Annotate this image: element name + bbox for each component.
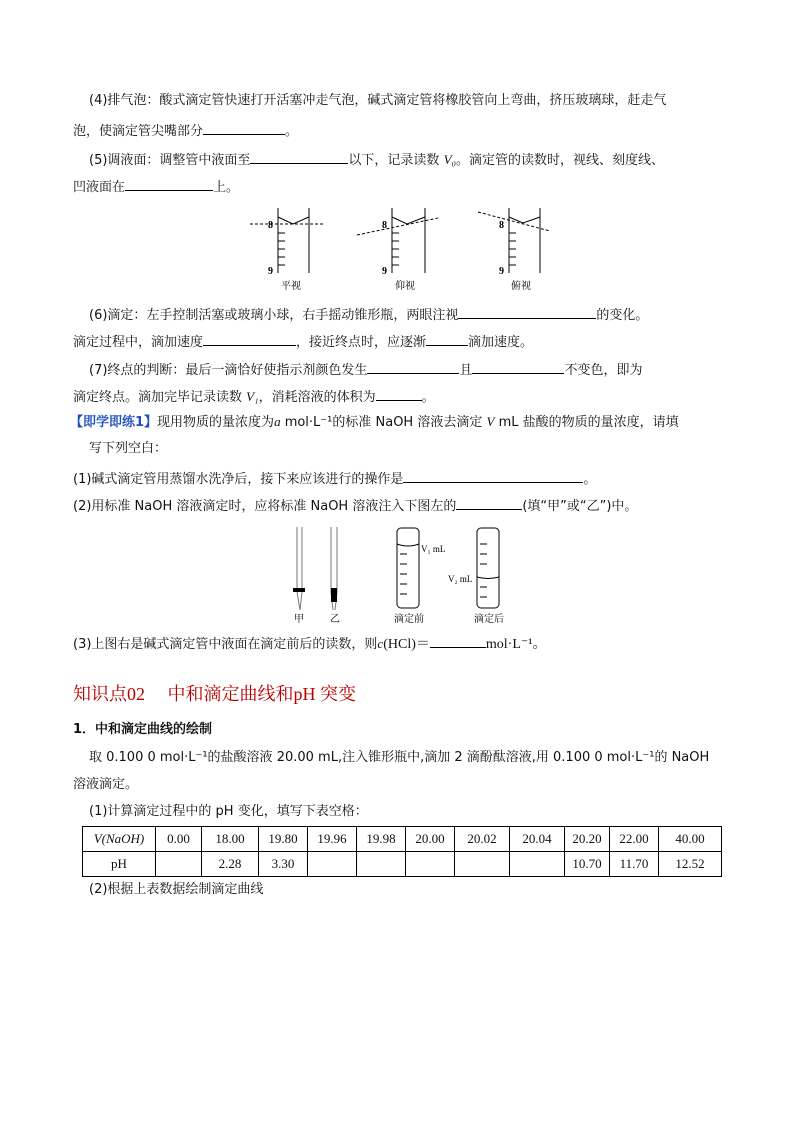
text: 。 xyxy=(421,390,435,405)
p6-line2 xyxy=(73,332,533,352)
cell[interactable] xyxy=(510,852,565,877)
section-subheading: 1．中和滴定曲线的绘制 xyxy=(73,722,213,737)
text: (1)碱式滴定管用蒸馏水洗净后，接下来应该进行的操作是 xyxy=(73,472,404,487)
practice-tag: 【即学即练1】 xyxy=(70,415,158,430)
p5-line1 xyxy=(89,150,664,170)
label-before: 滴定前 xyxy=(394,614,424,625)
text: (填“甲”或“乙”)中。 xyxy=(522,499,638,514)
text: (3)上图右是碱式滴定管中液面在滴定前后的读数，则 xyxy=(73,637,378,652)
cell: 19.98 xyxy=(357,827,406,852)
label-after: 滴定后 xyxy=(474,614,504,625)
tick-9: 9 xyxy=(499,266,504,277)
text: 滴定终点。滴加完毕记录读数 xyxy=(73,390,243,405)
cell: 19.96 xyxy=(308,827,357,852)
tick-9: 9 xyxy=(268,266,273,277)
p4-line1: (4)排气泡：酸式滴定管快速打开活塞冲走气泡，碱式滴定管将橡胶管向上弯曲，挤压玻璃球，赶走气 xyxy=(89,93,667,108)
cell: 0.00 xyxy=(156,827,202,852)
text: 滴定过程中，滴加速度 xyxy=(73,335,204,350)
blank[interactable] xyxy=(472,360,564,374)
cell: 20.20 xyxy=(565,827,610,852)
cell[interactable] xyxy=(455,852,510,877)
text: (2)用标准 NaOH 溶液滴定时，应将标准 NaOH 溶液注入下图左的 xyxy=(73,499,457,514)
text: ，接近终点时，应逐渐 xyxy=(296,335,427,350)
blank[interactable] xyxy=(203,121,285,135)
text: (5)调液面：调整管中液面至 xyxy=(89,153,251,168)
v1-label: V₁ mL xyxy=(421,544,446,554)
text: 不变色，即为 xyxy=(564,363,643,378)
text: 。 xyxy=(285,124,299,139)
text: 。 xyxy=(583,472,597,487)
table-row xyxy=(83,827,722,852)
burette-figure xyxy=(280,522,530,630)
text: 的变化。 xyxy=(596,308,649,323)
cell: 2.28 xyxy=(202,852,259,877)
text: 凹液面在 xyxy=(73,180,126,195)
label-upward: 仰视 xyxy=(395,281,415,292)
tick-8: 8 xyxy=(268,220,273,231)
text: mL 盐酸的物质的量浓度，请填 xyxy=(494,415,679,430)
p4-line2 xyxy=(73,121,298,141)
blank[interactable] xyxy=(250,150,348,164)
header-cell: V(NaOH) xyxy=(83,827,156,852)
section-heading: 知识点02 中和滴定曲线和pH 突变 xyxy=(73,684,356,704)
cell[interactable] xyxy=(357,852,406,877)
cell[interactable] xyxy=(406,852,455,877)
cell: 20.02 xyxy=(455,827,510,852)
cell: 12.52 xyxy=(659,852,722,877)
text: 且 xyxy=(459,363,473,378)
text: 上。 xyxy=(213,180,240,195)
tick-9: 9 xyxy=(382,266,387,277)
blank[interactable] xyxy=(403,469,583,483)
practice-line2: 写下列空白： xyxy=(89,441,168,456)
rubber-tube xyxy=(331,588,337,602)
text: (7)终点的判断：最后一滴恰好使指示剂颜色发生 xyxy=(89,363,368,378)
blank[interactable] xyxy=(458,305,596,319)
cell: 19.80 xyxy=(259,827,308,852)
tick-8: 8 xyxy=(499,220,504,231)
text: ，消耗溶液的体积为 xyxy=(258,390,376,405)
blank[interactable] xyxy=(430,634,486,648)
header-cell: pH xyxy=(83,852,156,877)
text: 滴加速度。 xyxy=(468,335,534,350)
var: c xyxy=(377,636,384,651)
blank[interactable] xyxy=(367,360,459,374)
stopcock xyxy=(293,588,305,592)
section-step-1: (1)计算滴定过程中的 pH 变化，填写下表空格： xyxy=(89,804,368,819)
text: 现用物质的量浓度为 xyxy=(157,415,275,430)
burette-reading-figure xyxy=(245,203,555,295)
var: V₀ xyxy=(443,152,457,167)
ph-table xyxy=(82,826,722,877)
q3 xyxy=(73,634,546,654)
var: a xyxy=(274,414,281,429)
var: V xyxy=(486,414,495,429)
p7-line1 xyxy=(89,360,642,380)
cell: 22.00 xyxy=(610,827,659,852)
blank[interactable] xyxy=(456,496,522,510)
practice-line1 xyxy=(70,413,679,432)
p6-line1 xyxy=(89,305,648,325)
text: (6)滴定：左手控制活塞或玻璃小球，右手摇动锥形瓶，两眼注视 xyxy=(89,308,459,323)
text: mol·L⁻¹。 xyxy=(485,637,547,652)
blank[interactable] xyxy=(376,387,422,401)
cell: 18.00 xyxy=(202,827,259,852)
cell: 40.00 xyxy=(659,827,722,852)
blank[interactable] xyxy=(203,332,296,346)
label-downward: 俯视 xyxy=(511,281,531,292)
section-text-2: 溶液滴定。 xyxy=(73,777,139,792)
cell: 10.70 xyxy=(565,852,610,877)
cell: 20.00 xyxy=(406,827,455,852)
cell: 3.30 xyxy=(259,852,308,877)
p7-line2 xyxy=(73,387,435,407)
text: 以下，记录读数 xyxy=(348,153,440,168)
label-jia: 甲 xyxy=(294,614,304,625)
q1 xyxy=(73,469,596,489)
var: V₁ xyxy=(246,389,259,404)
text: 泡，使滴定管尖嘴部分 xyxy=(73,124,204,139)
section-text-1: 取 0.100 0 mol·L⁻¹的盐酸溶液 20.00 mL,注入锥形瓶中,滴加 2 滴酚酞溶液,用 0.100 0 mol·L⁻¹的 NaOH xyxy=(89,750,710,765)
cell[interactable] xyxy=(156,852,202,877)
label-level: 平视 xyxy=(281,281,301,292)
v2-label: V₂ mL xyxy=(448,574,473,584)
text: (HCl)＝ xyxy=(383,637,430,652)
label-yi: 乙 xyxy=(330,614,340,625)
table-row xyxy=(83,852,722,877)
text: mol·L⁻¹的标准 NaOH 溶液去滴定 xyxy=(280,415,483,430)
section-step-2: (2)根据上表数据绘制滴定曲线 xyxy=(89,882,264,897)
tick-8: 8 xyxy=(382,220,387,231)
p5-line2 xyxy=(73,177,239,197)
cell[interactable] xyxy=(308,852,357,877)
q2 xyxy=(73,496,637,516)
cell: 11.70 xyxy=(610,852,659,877)
cell: 20.04 xyxy=(510,827,565,852)
text: 。滴定管的读数时，视线、刻度线、 xyxy=(456,153,665,168)
blank[interactable] xyxy=(125,177,213,191)
blank[interactable] xyxy=(426,332,468,346)
